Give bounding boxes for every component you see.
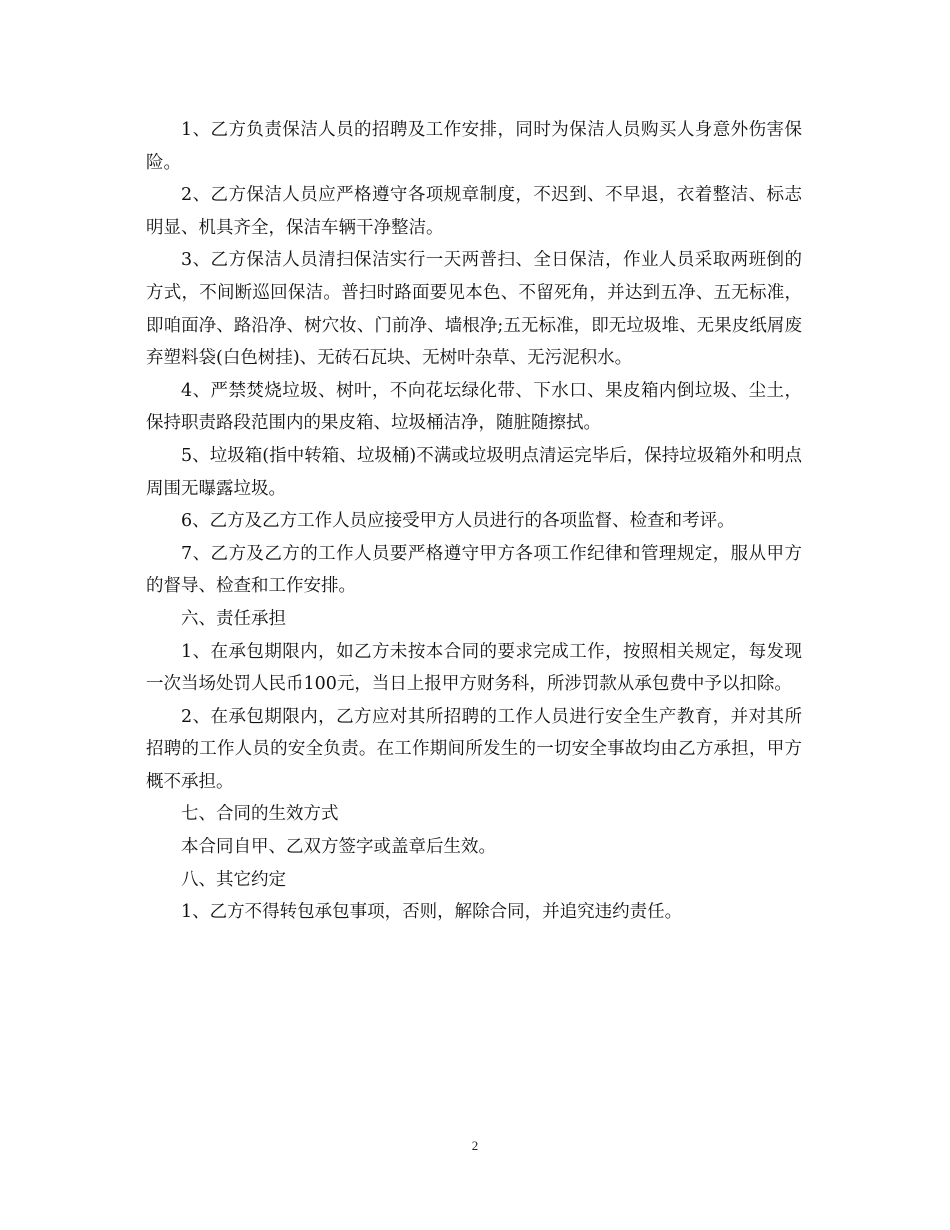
paragraph-clause-1: 1、乙方负责保洁人员的招聘及工作安排，同时为保洁人员购买人身意外伤害保险。 [146,120,802,173]
section-heading-effectiveness: 七、合同的生效方式 [181,804,339,825]
paragraph-other-terms-1: 1、乙方不得转包承包事项，否则，解除合同，并追究违约责任。 [181,902,683,923]
document-body [146,114,802,929]
paragraph-clause-7: 7、乙方及乙方的工作人员要严格遵守甲方各项工作纪律和管理规定，服从甲方的督导、检查和工作安排。 [146,543,802,597]
paragraph-clause-3: 3、乙方保洁人员清扫保洁实行一天两普扫、全日保洁，作业人员采取两班倒的方式，不间断巡回保洁。普扫时路面要见本色、不留死角，并达到五净、五无标准，即咱面净、路沿净、树穴妆、门前净、墙根净;五无标准，即无垃圾堆、无果皮纸屑废弃塑料袋(白色树挂)、无砖石瓦块、无树叶杂草、无污泥积水。 [146,250,802,369]
section-heading-liability: 六、责任承担 [181,608,286,629]
paragraph-clause-5: 5、垃圾箱(指中转箱、垃圾桶)不满或垃圾明点清运完毕后，保持垃圾箱外和明点周围无曝露垃圾。 [146,445,802,499]
paragraph-clause-6: 6、乙方及乙方工作人员应接受甲方人员进行的各项监督、检查和考评。 [181,511,735,532]
paragraph-clause-2: 2、乙方保洁人员应严格遵守各项规章制度，不迟到、不早退，衣着整洁、标志明显、机具齐全，保洁车辆干净整洁。 [146,185,802,238]
paragraph-effectiveness: 本合同自甲、乙双方签字或盖章后生效。 [181,837,496,858]
paragraph-clause-4: 4、严禁焚烧垃圾、树叶，不向花坛绿化带、下水口、果皮箱内倒垃圾、尘土，保持职责路段范围内的果皮箱、垃圾桶洁净，随脏随擦拭。 [146,380,802,434]
paragraph-liability-2: 2、在承包期限内，乙方应对其所招聘的工作人员进行安全生产教育，并对其所招聘的工作人员的安全负责。在工作期间所发生的一切安全事故均由乙方承担，甲方概不承担。 [146,706,802,792]
page-number: 2 [471,1138,479,1153]
paragraph-liability-1: 1、在承包期限内，如乙方未按本合同的要求完成工作，按照相关规定，每发现一次当场处罚人民币100元，当日上报甲方财务科，所涉罚款从承包费中予以扣除。 [146,641,802,695]
section-heading-other-terms: 八、其它约定 [181,869,286,890]
